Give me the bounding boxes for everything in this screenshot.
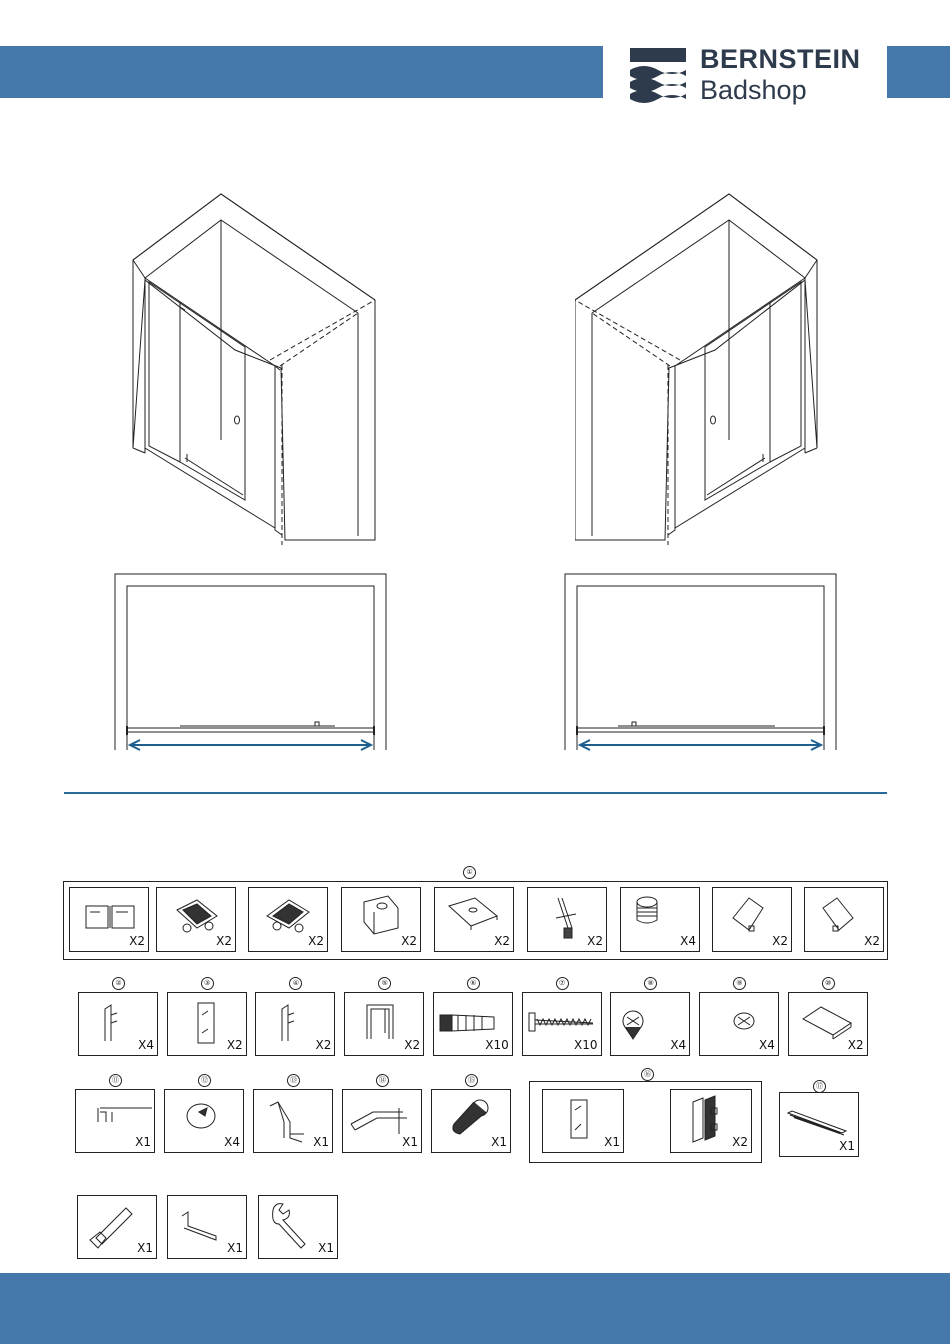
tool-item bbox=[167, 1195, 247, 1259]
part-item-17 bbox=[779, 1092, 859, 1157]
waves-icon bbox=[628, 44, 690, 106]
part-number: ⑯ bbox=[641, 1068, 654, 1081]
quantity-label: X4 bbox=[670, 1038, 687, 1052]
quantity-label: X2 bbox=[129, 934, 145, 948]
part-number: ⑪ bbox=[109, 1074, 122, 1087]
quantity-label: X2 bbox=[587, 934, 603, 948]
kit-item bbox=[670, 1089, 752, 1153]
brand-name: BERNSTEIN bbox=[700, 44, 861, 74]
tool-item bbox=[77, 1195, 157, 1259]
quantity-label: X4 bbox=[138, 1038, 154, 1052]
part-item bbox=[164, 1089, 244, 1153]
kit-item bbox=[341, 887, 421, 952]
quantity-label: X4 bbox=[759, 1038, 775, 1052]
quantity-label: X10 bbox=[485, 1038, 509, 1052]
shower-right-front-view bbox=[560, 570, 845, 760]
part-item bbox=[255, 992, 335, 1056]
kit-1-group bbox=[63, 881, 888, 960]
part-item bbox=[610, 992, 690, 1056]
kit-16-group bbox=[529, 1081, 762, 1163]
kit-item bbox=[712, 887, 792, 952]
quantity-label: X4 bbox=[224, 1135, 240, 1149]
header-bar-right bbox=[887, 46, 950, 98]
section-divider bbox=[64, 792, 887, 794]
quantity-label: X2 bbox=[308, 934, 324, 948]
brand-sub: Badshop bbox=[700, 75, 807, 105]
quantity-label: X1 bbox=[318, 1241, 334, 1255]
kit-item bbox=[804, 887, 884, 952]
kit-item bbox=[542, 1089, 624, 1153]
part-item bbox=[78, 992, 158, 1056]
quantity-label: X2 bbox=[216, 934, 232, 948]
kit-item bbox=[69, 887, 149, 952]
brand-logo bbox=[628, 44, 868, 106]
quantity-label: X2 bbox=[401, 934, 417, 948]
quantity-label: X2 bbox=[226, 1038, 243, 1052]
part-number: ② bbox=[112, 977, 125, 990]
part-item bbox=[75, 1089, 155, 1153]
quantity-label: X2 bbox=[315, 1038, 332, 1052]
quantity-label: X1 bbox=[313, 1135, 329, 1149]
part-number: ③ bbox=[201, 977, 214, 990]
quantity-label: X1 bbox=[839, 1139, 855, 1153]
part-number: ⑫ bbox=[198, 1074, 211, 1087]
quantity-label: X4 bbox=[680, 934, 696, 948]
part-number: ⑨ bbox=[733, 977, 746, 990]
shower-right-isometric-drawing bbox=[575, 190, 835, 550]
part-number: ⑰ bbox=[813, 1080, 826, 1093]
part-item bbox=[342, 1089, 422, 1153]
quantity-label: X2 bbox=[847, 1038, 864, 1052]
shower-left-isometric-drawing bbox=[125, 190, 385, 550]
quantity-label: X1 bbox=[402, 1135, 418, 1149]
part-item bbox=[253, 1089, 333, 1153]
header-bar-left bbox=[0, 46, 603, 98]
part-number: ⑮ bbox=[465, 1074, 478, 1087]
part-number: ⑩ bbox=[822, 977, 835, 990]
part-item bbox=[699, 992, 779, 1056]
kit-item bbox=[434, 887, 514, 952]
part-number: ⑥ bbox=[467, 977, 480, 990]
quantity-label: X2 bbox=[732, 1135, 748, 1149]
part-item bbox=[433, 992, 513, 1056]
footer-bar bbox=[0, 1273, 950, 1344]
tool-item bbox=[258, 1195, 338, 1259]
kit-item bbox=[248, 887, 328, 952]
part-item bbox=[431, 1089, 511, 1153]
quantity-label: X2 bbox=[404, 1038, 421, 1052]
part-number: ⑬ bbox=[287, 1074, 300, 1087]
quantity-label: X2 bbox=[494, 934, 510, 948]
part-number: ④ bbox=[289, 977, 302, 990]
part-number: ① bbox=[463, 866, 476, 879]
quantity-label: X2 bbox=[772, 934, 788, 948]
quantity-label: X1 bbox=[135, 1135, 151, 1149]
quantity-label: X1 bbox=[137, 1241, 153, 1255]
shower-left-front-view bbox=[110, 570, 395, 760]
part-item bbox=[344, 992, 424, 1056]
part-item bbox=[167, 992, 247, 1056]
part-number: ⑧ bbox=[644, 977, 657, 990]
kit-item bbox=[620, 887, 700, 952]
quantity-label: X2 bbox=[864, 934, 880, 948]
kit-item bbox=[156, 887, 236, 952]
part-number: ⑭ bbox=[376, 1074, 389, 1087]
part-item bbox=[522, 992, 602, 1056]
part-number: ⑦ bbox=[556, 977, 569, 990]
part-number: ⑤ bbox=[378, 977, 391, 990]
quantity-label: X10 bbox=[574, 1038, 598, 1052]
part-item bbox=[788, 992, 868, 1056]
quantity-label: X1 bbox=[491, 1135, 507, 1149]
quantity-label: X1 bbox=[604, 1135, 620, 1149]
quantity-label: X1 bbox=[227, 1241, 243, 1255]
kit-item bbox=[527, 887, 607, 952]
